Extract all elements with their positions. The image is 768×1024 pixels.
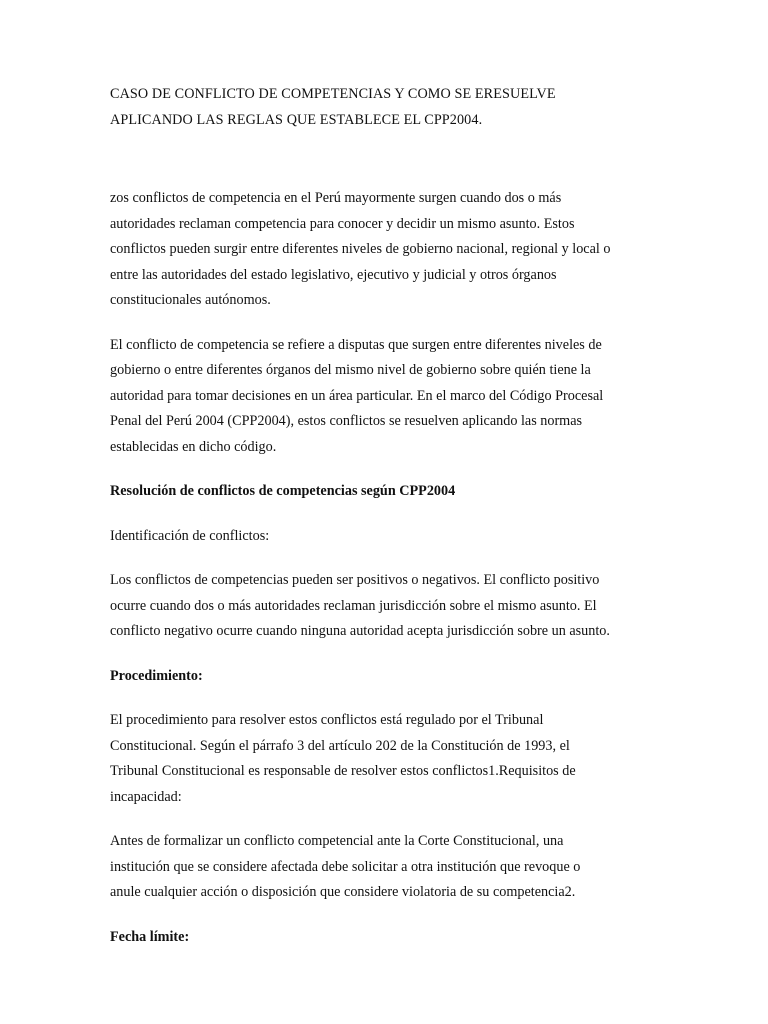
section-heading-procedure: Procedimiento: (110, 667, 203, 684)
text-line: institución que se considere afectada debe solicitar a otra institución que revoque o (110, 858, 581, 875)
text-line: constitucionales autónomos. (110, 292, 271, 308)
text-line: gobierno o entre diferentes órganos del mismo nivel de gobierno sobre quién tiene la (110, 362, 591, 378)
spacer (110, 133, 670, 186)
text-line: conflictos pueden surgir entre diferentes niveles de gobierno nacional, regional y local o (110, 241, 611, 257)
title-line: APLICANDO LAS REGLAS QUE ESTABLECE EL CPP2004. (110, 111, 483, 128)
title-line: CASO DE CONFLICTO DE COMPETENCIAS Y COMO SE ERESUELVE (110, 86, 556, 102)
text-line: Antes de formalizar un conflicto competencial ante la Corte Constitucional, una (110, 833, 564, 849)
text-line: anule cualquier acción o disposición que considere violatoria de su competencia2. (110, 884, 576, 900)
section-heading-resolution: Resolución de conflictos de competencias según CPP2004 (110, 483, 456, 499)
text-line: El conflicto de competencia se refiere a disputas que surgen entre diferentes niveles de (110, 336, 602, 353)
paragraph-identification: Identificación de conflictos: (110, 527, 270, 544)
text-line: ocurre cuando dos o más autoridades reclaman jurisdicción sobre el mismo asunto. El (110, 597, 597, 614)
document-body (110, 82, 670, 969)
text-line: establecidas en dicho código. (110, 438, 277, 455)
paragraph-requirements (110, 829, 670, 906)
paragraph-conflict-types (110, 568, 670, 645)
text-line: entre las autoridades del estado legislativo, ejecutivo y judicial y otros órganos (110, 266, 557, 283)
text-line: Tribunal Constitucional es responsable de resolver estos conflictos1.Requisitos de (110, 763, 576, 779)
text-line: conflicto negativo ocurre cuando ninguna autoridad acepta jurisdicción sobre un asunto. (110, 623, 610, 639)
text-line: Constitucional. Según el párrafo 3 del artículo 202 de la Constitución de 1993, el (110, 737, 570, 754)
text-line: autoridad para tomar decisiones en un área particular. En el marco del Código Procesal (110, 387, 604, 404)
text-line: zos conflictos de competencia en el Perú mayormente surgen cuando dos o más (110, 190, 562, 206)
section-heading-deadline: Fecha límite: (110, 928, 190, 945)
document-title (110, 82, 670, 133)
paragraph-intro (110, 186, 670, 314)
text-line: El procedimiento para resolver estos conflictos está regulado por el Tribunal (110, 712, 544, 728)
text-line: incapacidad: (110, 788, 182, 805)
paragraph-procedure (110, 708, 670, 810)
text-line: autoridades reclaman competencia para conocer y decidir un mismo asunto. Estos (110, 215, 575, 232)
paragraph-definition (110, 333, 670, 461)
text-line: Penal del Perú 2004 (CPP2004), estos conflictos se resuelven aplicando las normas (110, 413, 583, 429)
text-line: Los conflictos de competencias pueden ser positivos o negativos. El conflicto positivo (110, 572, 600, 588)
